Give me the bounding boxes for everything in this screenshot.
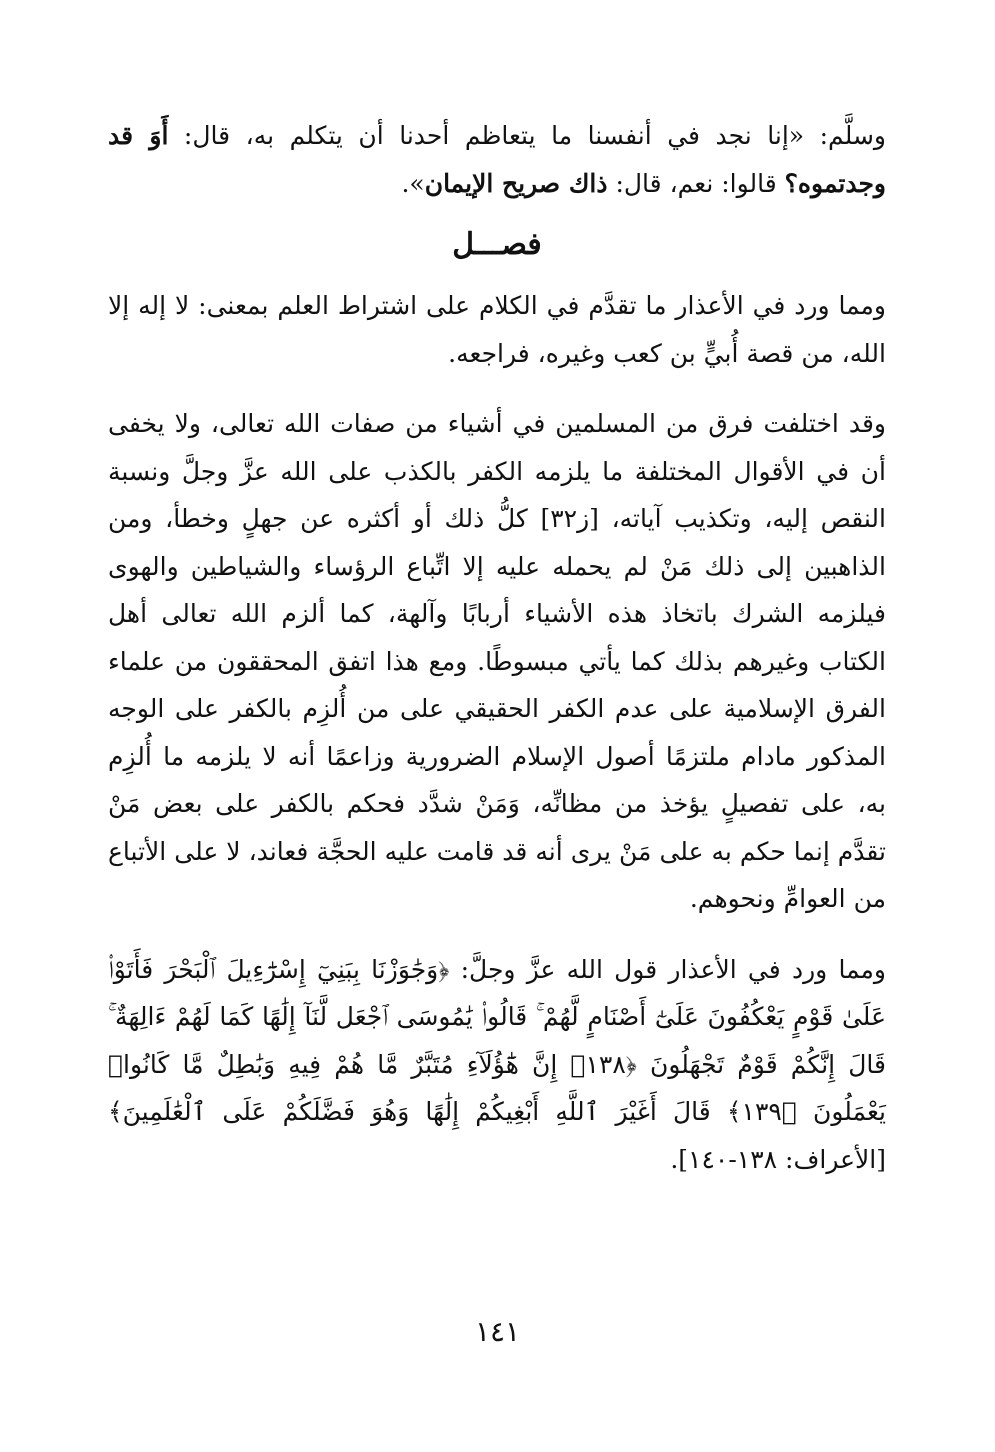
opening-bold-answer: ذاك صريح الإيمان <box>424 168 608 198</box>
paragraph-2: وقد اختلفت فرق من المسلمين في أشياء من صفات الله تعالى، ولا يخفى أن في الأقوال المختلفة ما يلزمه الكفر بالكذب على الله عزَّ وجلَّ ونسبة النقص إليه، وتكذيب آياته، [ز٣٢] كلُّ ذلك أو أكثره عن جهلٍ وخطأ، ومن الذاهبين إلى ذلك مَنْ لم يحمله عليه إلا اتِّباع الرؤساء والشياطين والهوى فيلزمه الشرك باتخاذ هذه الأشياء أربابًا وآلهة، كما ألزم الله تعالى أهل الكتاب وغيرهم بذلك كما يأتي مبسوطًا. ومع هذا اتفق المحققون من علماء الفرق الإسلامية على عدم الكفر الحقيقي على من أُلزِم بالكفر على الوجه المذكور مادام ملتزمًا أصول الإسلام الضرورية وزاعمًا أنه لا يلزمه ما أُلزِم به، على تفصيلٍ يؤخذ من مظانِّه، وَمَنْ شدَّد فحكم بالكفر على بعض مَنْ تقدَّم إنما حكم به على مَنْ يرى أنه قد قامت عليه الحجَّة فعاند، لا على الأتباع من العوامِّ ونحوهم. <box>108 409 886 913</box>
verse-citation: [الأعراف: ١٣٨-١٤٠]. <box>670 1144 886 1174</box>
opening-bold-question: أَوَ قد وجدتموه؟ <box>108 121 886 198</box>
paragraph-1: ومما ورد في الأعذار ما تقدَّم في الكلام على اشتراط العلم بمعنى: لا إله إلا الله، من قصة أُبيٍّ بن كعب وغيره، فراجعه. <box>108 291 887 368</box>
quran-verse: ﴿وَجَٰوَزْنَا بِبَنِيٓ إِسْرَٰٓءِيلَ ٱلْبَحْرَ فَأَتَوْا۟ عَلَىٰ قَوْمٍ يَعْكُفُونَ عَلَىٰٓ أَصْنَامٍ لَّهُمْ ۚ قَالُوا۟ يَٰمُوسَى ٱجْعَل لَّنَآ إِلَٰهًا كَمَا لَهُمْ ءَالِهَةٌ ۚ قَالَ إِنَّكُمْ قَوْمٌ تَجْهَلُونَ ﴿١٣٨﴾ إِنَّ هَٰٓؤُلَآءِ مُتَبَّرٌ مَّا هُمْ فِيهِ وَبَٰطِلٌ مَّا كَانُوا۟ يَعْمَلُونَ ﴿١٣٩﴾ قَالَ أَغَيْرَ ٱللَّهِ أَبْغِيكُمْ إِلَٰهًا وَهُوَ فَضَّلَكُمْ عَلَى ٱلْعَٰلَمِينَ﴾ <box>108 954 886 1126</box>
page-number: ١٤١ <box>474 1315 521 1348</box>
paragraph-3 <box>108 946 886 1184</box>
opening-paragraph <box>108 112 886 207</box>
opening-text-c: قالوا: نعم، قال: <box>607 168 785 198</box>
page-body <box>108 112 886 1183</box>
opening-text-e: ». <box>401 168 425 198</box>
opening-text-a: وسلَّم: «إنا نجد في أنفسنا ما يتعاظم أحدنا أن يتكلم به، قال: <box>168 121 886 150</box>
section-heading: فصـــل <box>452 227 542 262</box>
paragraph-3-intro: ومما ورد في الأعذار قول الله عزَّ وجلَّ: <box>449 954 887 984</box>
